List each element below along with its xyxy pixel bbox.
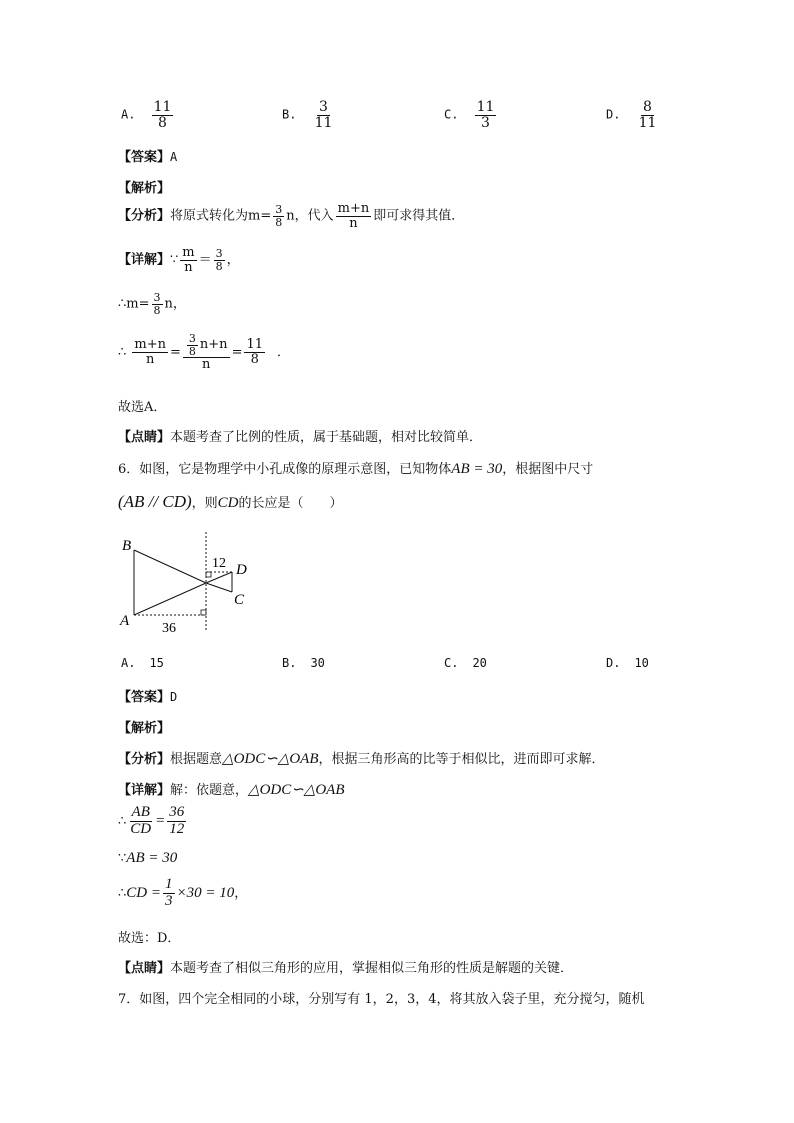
q6-stem-line1 (118, 458, 593, 478)
fenxi-text: 根据题意 (170, 752, 223, 767)
fraction: $\frac{3}{11}$ (314, 99, 333, 131)
dimension-12: 12 (212, 556, 226, 571)
math-text: = (170, 344, 181, 360)
right-angle-mark (206, 572, 211, 577)
q5-choose: 故选A． (118, 400, 167, 415)
fenxi-tag: 【分析】 (118, 208, 171, 224)
q6-ratio (118, 805, 188, 838)
q6-choose: 故选：D． (118, 931, 181, 946)
q5-answer (118, 146, 177, 165)
dimension-36: 36 (162, 621, 176, 635)
q6-stem-line2 (118, 492, 343, 512)
stem-text: 的长应是（ ） (238, 496, 343, 511)
math-text: (AB // CD) (118, 492, 192, 511)
q6-option-b: B. 30 (282, 656, 325, 670)
q5-step2 (118, 292, 186, 316)
fraction: $\frac{11}{8}$ (153, 99, 172, 131)
math-text: ， (234, 885, 248, 901)
q6-given (118, 850, 177, 867)
label-d: D (236, 562, 247, 578)
math-text: △ODC∽△OAB (222, 751, 319, 767)
fraction: $\frac{1}{3}$ (165, 876, 173, 909)
answer-tag: 【答案】 (118, 150, 171, 165)
fraction: $\frac{m}{n}$ (182, 245, 195, 275)
q6-option-d: D. 10 (606, 656, 649, 670)
option-label: B. (282, 107, 297, 122)
q5-option-c (444, 100, 498, 130)
fenxi-tag: 【分析】 (118, 752, 171, 767)
q5-option-a (121, 100, 175, 130)
right-angle-mark (201, 610, 206, 615)
q5-analysis-tag: 【解析】 (118, 181, 171, 196)
fraction: $\frac{11}{8}$ (246, 337, 264, 367)
q6-analysis-tag: 【解析】 (118, 721, 171, 736)
dianjing-text: 本题考查了相似三角形的应用，掌握相似三角形的性质是解题的关键． (170, 961, 574, 976)
xiangjie-tag: 【详解】 (118, 252, 171, 268)
fraction: $\frac{m+n}{n}$ (337, 201, 370, 231)
q6-option-a: A. 15 (121, 656, 164, 670)
q6-answer (118, 686, 177, 705)
q5-option-d (606, 100, 660, 130)
label-b: B (122, 538, 132, 554)
q5-xiangjie (118, 246, 240, 274)
fraction: $\frac{11}{3}$ (476, 99, 495, 131)
q6-dianjing (118, 957, 573, 976)
q6-fenxi (118, 748, 605, 768)
q6-cd-result (118, 877, 247, 910)
therefore-symbol: ∴ (118, 885, 127, 901)
fraction: $\frac{m+n}{n}$ (134, 337, 167, 367)
xiangjie-text: 解：依题意， (170, 783, 249, 798)
q5-option-b (282, 100, 336, 130)
math-text: m= (248, 208, 272, 224)
math-text: ＝ (198, 252, 212, 268)
math-text: △ODC∽△OAB (248, 782, 345, 798)
stem-text: ，则 (191, 496, 218, 511)
math-text: ， (226, 252, 240, 268)
fraction: $\frac{AB}{CD}$ (130, 804, 152, 837)
fraction: $\frac{36}{12}$ (169, 804, 185, 837)
q7-stem: 7．如图，四个完全相同的小球，分别写有 1，2，3，4，将其放入袋子里，充分搅匀，随机 (118, 992, 645, 1007)
answer-value: A (170, 150, 178, 164)
option-label: A. (121, 107, 136, 122)
dianjing-tag: 【点睛】 (118, 961, 171, 976)
pinhole-figure (110, 530, 260, 635)
math-text: ×30 = 10 (176, 884, 235, 901)
q6-xiangjie (118, 779, 345, 799)
option-label: C. (444, 107, 459, 122)
q6-option-c: C. 20 (444, 656, 487, 670)
fraction: $\frac{8}{11}$ (638, 99, 657, 131)
math-text: m= (126, 296, 150, 312)
math-text: AB = 30 (451, 461, 503, 477)
math-text: ． (277, 344, 291, 360)
dianjing-text: 本题考查了比例的性质，属于基础题，相对比较简单． (170, 430, 483, 445)
dianjing-tag: 【点睛】 (118, 430, 171, 445)
therefore-symbol: ∴ (118, 344, 127, 360)
therefore-symbol: ∴ (118, 813, 127, 829)
math-text: n， (164, 296, 186, 312)
label-c: C (234, 592, 245, 608)
fenxi-text: 将原式转化为 (170, 208, 249, 224)
fraction: $\frac{3}{8}$ (153, 291, 161, 317)
fraction: $\frac{3}{8}$ (215, 247, 223, 273)
answer-value: D (170, 690, 178, 704)
math-text: CD (217, 495, 239, 511)
therefore-symbol: ∴ (118, 296, 127, 312)
label-a: A (120, 613, 130, 629)
q5-step3 (118, 333, 290, 372)
fenxi-text: 即可求得其值． (373, 208, 465, 224)
math-text: CD = (126, 884, 161, 901)
stem-text: ，根据图中尺寸 (502, 462, 594, 477)
math-text: = (231, 344, 243, 360)
fenxi-text: ，根据三角形高的比等于相似比，进而即可求解． (318, 752, 605, 767)
stem-text: 6．如图，它是物理学中小孔成像的原理示意图，已知物体 (118, 462, 452, 477)
xiangjie-tag: 【详解】 (118, 783, 171, 798)
compound-fraction: $\frac{3}{8}$ n+n n (183, 333, 230, 372)
option-label: D. (606, 107, 621, 122)
because-symbol: ∵ (170, 252, 179, 268)
math-text: AB = 30 (126, 850, 178, 866)
q5-fenxi (118, 202, 464, 230)
fraction: $\frac{3}{8}$ (275, 203, 283, 229)
fenxi-text: n，代入 (286, 208, 334, 224)
because-symbol: ∵ (118, 851, 127, 866)
answer-tag: 【答案】 (118, 690, 171, 705)
q5-dianjing (118, 426, 482, 445)
math-text: = (155, 812, 166, 829)
fraction: $\frac{3}{8}$ (188, 332, 196, 358)
